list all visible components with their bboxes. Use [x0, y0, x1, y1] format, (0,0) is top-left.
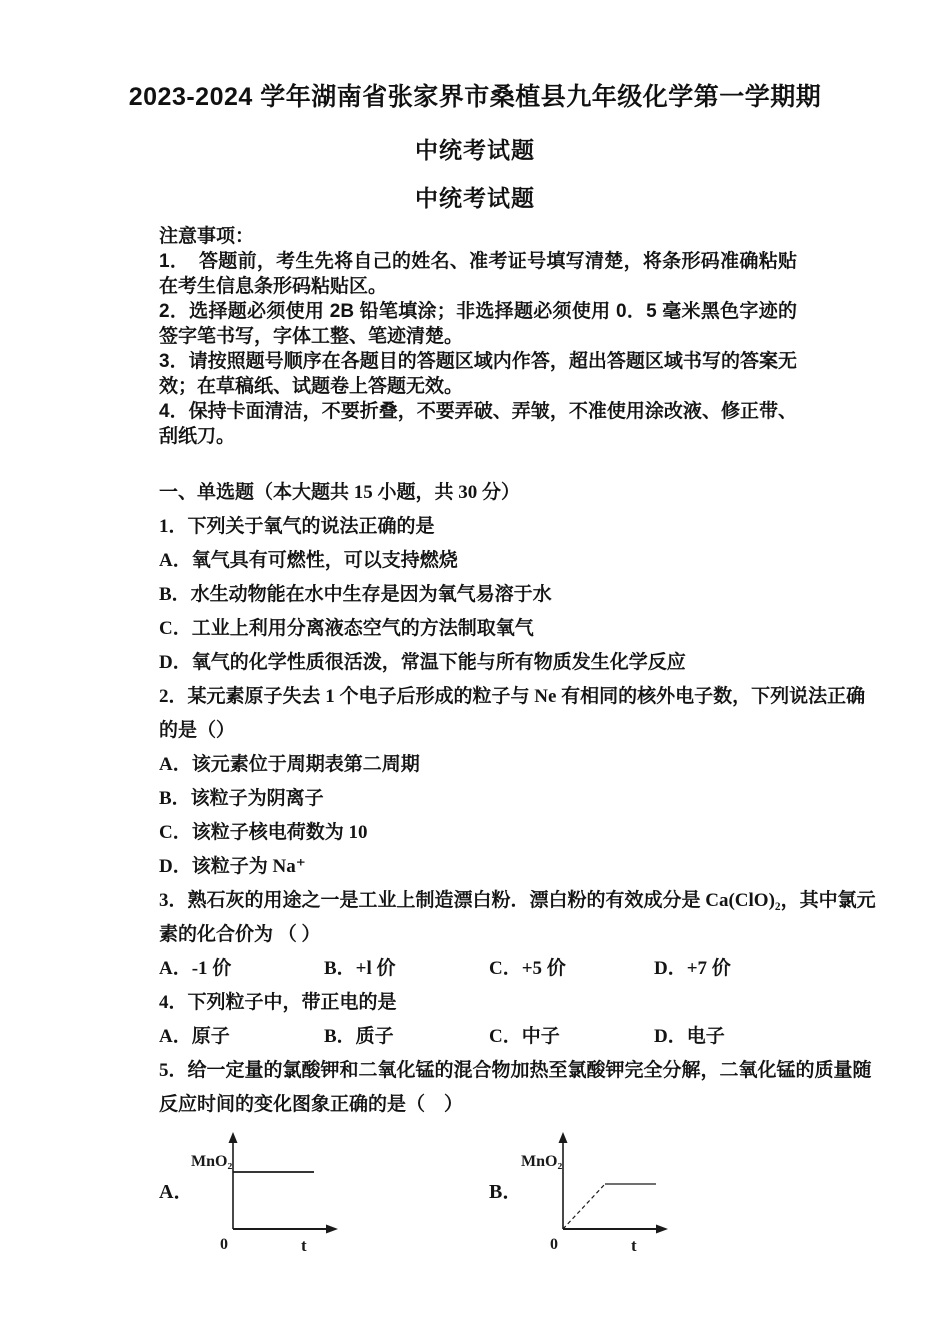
question-4-option-b: B．质子: [324, 1026, 394, 1047]
figure-a-xlabel: t: [301, 1236, 307, 1255]
figure-b-label: B．: [489, 1181, 523, 1203]
exam-title-line-1: 2023-2024 学年湖南省张家界市桑植县九年级化学第一学期期: [128, 83, 822, 111]
question-3-option-b: B．+l 价: [324, 958, 396, 979]
y-axis-arrow-icon: [559, 1132, 568, 1143]
figure-b-ylabel: MnO₂: [521, 1153, 563, 1170]
question-1-option-a: A．氧气具有可燃性，可以支持燃烧: [159, 550, 458, 571]
figure-b-graph: [517, 1128, 677, 1256]
title-block: [0, 0, 950, 212]
notices-block: [159, 224, 797, 449]
question-1-option-b: B．水生动物能在水中生存是因为氧气易溶于水: [159, 584, 552, 605]
question-4-options-row: [159, 1020, 797, 1054]
figure-a-ylabel: MnO₂: [191, 1153, 233, 1170]
figure-a-label: A．: [159, 1181, 194, 1203]
question-4-option-a: A．原子: [159, 1026, 230, 1047]
question-1-stem: 1．下列关于氧气的说法正确的是: [159, 516, 435, 537]
notices-heading: 注意事项：: [159, 226, 255, 247]
x-axis-arrow-icon: [656, 1225, 668, 1234]
figure-option-b: [489, 1128, 677, 1256]
document-content: [159, 224, 876, 1256]
question-1-option-c: C．工业上利用分离液态空气的方法制取氧气: [159, 618, 534, 639]
question-1-option-d: D．氧气的化学性质很活泼，常温下能与所有物质发生化学反应: [159, 652, 686, 673]
question-2-stem-line-2: 的是（）: [159, 720, 236, 741]
section-heading: 一、单选题（本大题共 15 小题，共 30 分）: [159, 482, 521, 503]
question-3-stem-line-2: 素的化合价为 （ ）: [159, 924, 321, 945]
question-3-option-a: A．-1 价: [159, 958, 232, 979]
question-4-stem: 4．下列粒子中，带正电的是: [159, 992, 397, 1013]
question-4-option-d: D．电子: [654, 1026, 725, 1047]
question-2-option-c: C．该粒子核电荷数为 10: [159, 822, 368, 843]
notice-item-2: 2．选择题必须使用 2B 铅笔填涂；非选择题必须使用 0．5 毫米黑色字迹的签字笔书写，字体工整、笔迹清楚。: [159, 301, 797, 347]
question-2-stem-line-1: 2．某元素原子失去 1 个电子后形成的粒子与 Ne 有相同的核外电子数，下列说法正确: [159, 686, 866, 707]
answer-figures-row: [159, 1128, 797, 1256]
question-3-option-c: C．+5 价: [489, 958, 566, 979]
question-2-option-b: B．该粒子为阴离子: [159, 788, 324, 809]
question-3-option-d: D．+7 价: [654, 958, 731, 979]
figure-b-origin-label: 0: [550, 1236, 558, 1253]
question-5-stem-line-1: 5．给一定量的氯酸钾和二氧化锰的混合物加热至氯酸钾完全分解，二氧化锰的质量随: [159, 1060, 872, 1081]
question-4-option-c: C．中子: [489, 1026, 560, 1047]
exam-title-line-2: 中统考试题: [415, 137, 535, 163]
mno2-rising-curve-segment: [563, 1184, 605, 1229]
notice-item-1: 1． 答题前，考生先将自己的姓名、准考证号填写清楚，将条形码准确粘贴在考生信息条形码粘贴区。: [159, 251, 797, 297]
notice-item-4: 4．保持卡面清洁，不要折叠，不要弄破、弄皱，不准使用涂改液、修正带、刮纸刀。: [159, 401, 797, 447]
exam-title-line-3: 中统考试题: [415, 185, 535, 211]
figure-a-graph: [187, 1128, 347, 1256]
x-axis-arrow-icon: [326, 1225, 338, 1234]
y-axis-arrow-icon: [229, 1132, 238, 1143]
figure-a-origin-label: 0: [220, 1236, 228, 1253]
figure-option-a: [159, 1128, 347, 1256]
question-5-stem-line-2: 反应时间的变化图象正确的是（ ）: [159, 1094, 464, 1115]
question-2-option-a: A．该元素位于周期表第二周期: [159, 754, 420, 775]
figure-b-xlabel: t: [631, 1236, 637, 1255]
questions-block: [159, 476, 876, 1256]
question-3-options-row: [159, 952, 797, 986]
notice-item-3: 3．请按照题号顺序在各题目的答题区域内作答，超出答题区域书写的答案无效；在草稿纸、试题卷上答题无效。: [159, 351, 797, 397]
question-2-option-d: D．该粒子为 Na⁺: [159, 856, 306, 877]
question-3-stem-line-1: 3．熟石灰的用途之一是工业上制造漂白粉．漂白粉的有效成分是 Ca(ClO)₂，其中氯元: [159, 890, 876, 911]
